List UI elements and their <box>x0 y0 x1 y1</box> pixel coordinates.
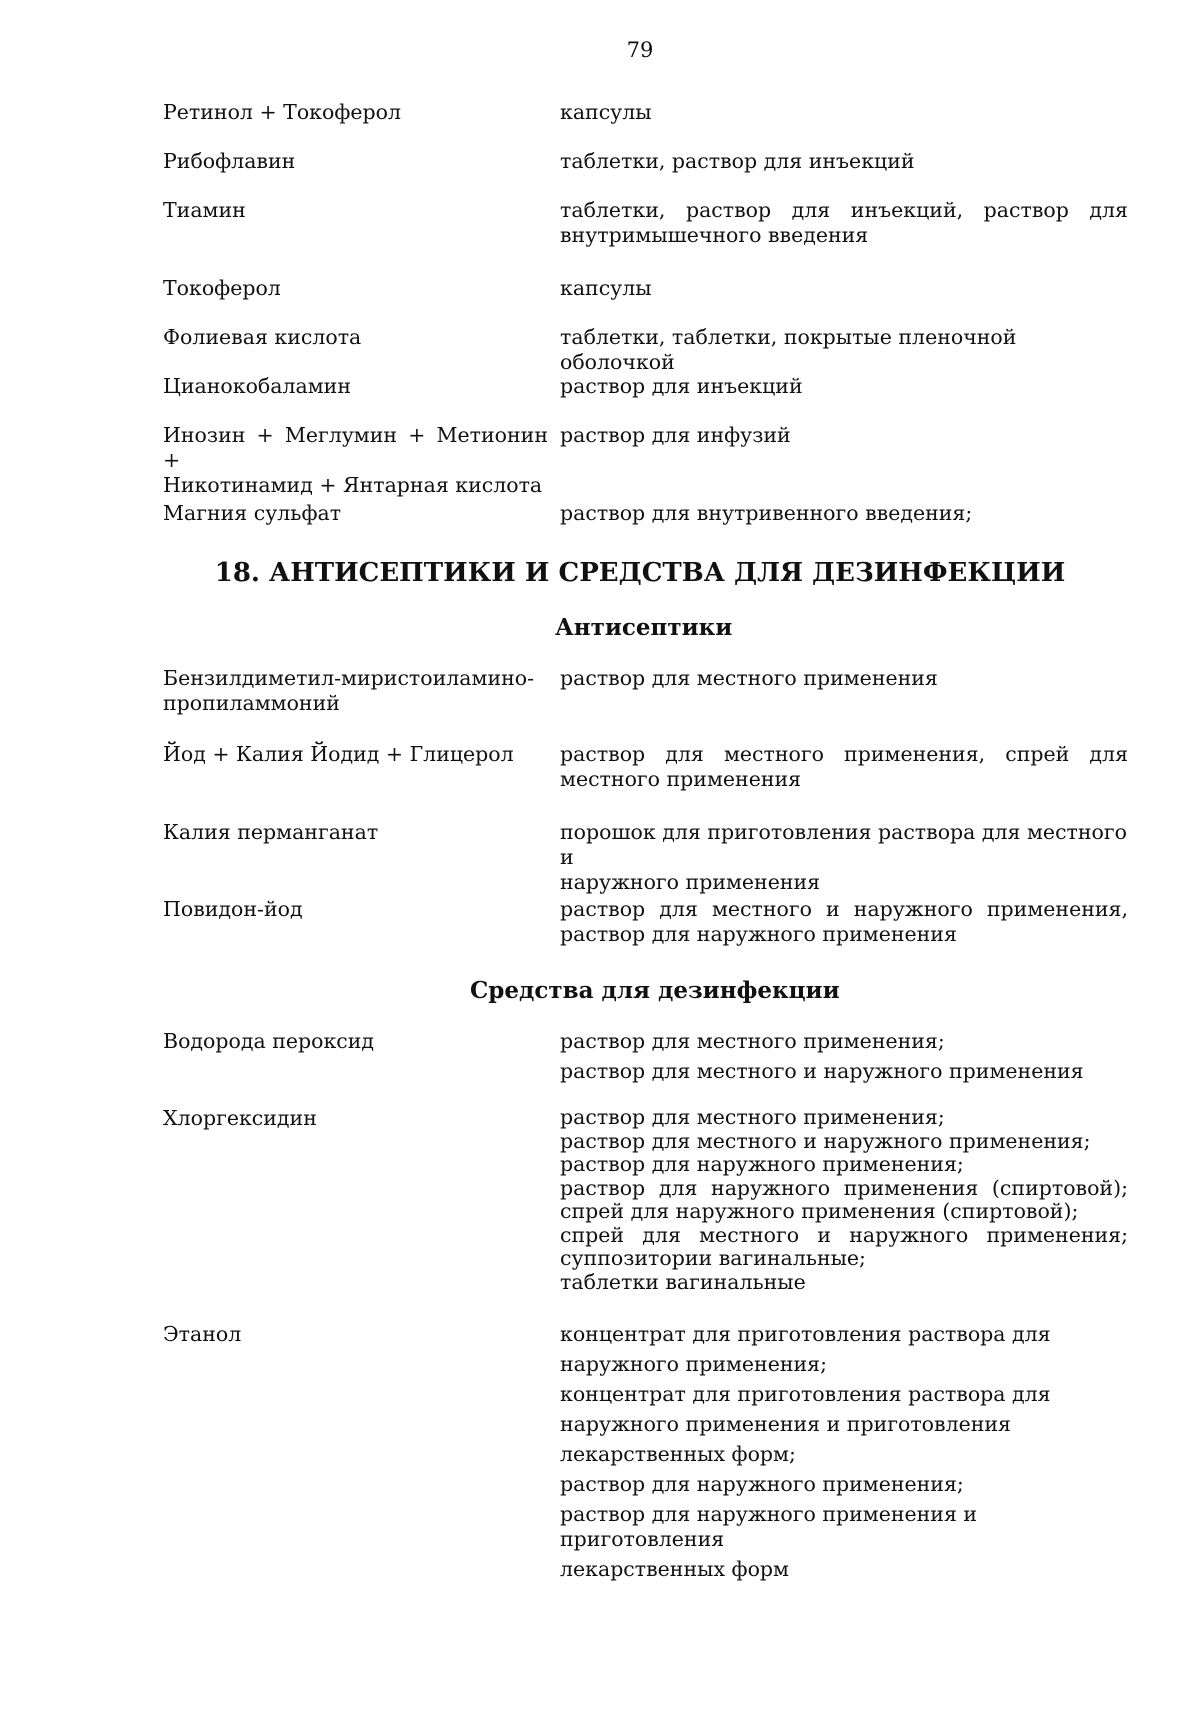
dosage-form: капсулы <box>560 276 652 300</box>
dosage-form <box>560 897 1128 947</box>
drug-name: Рибофлавин <box>163 149 296 173</box>
dosage-form-line: раствор для наружного применения (спиртовой); <box>560 1175 1128 1200</box>
dosage-form-line: порошок для приготовления раствора для местного и <box>560 820 1127 869</box>
dosage-form-line: лекарственных форм; <box>560 1442 796 1466</box>
dosage-form: таблетки, раствор для инъекций <box>560 149 915 173</box>
dosage-form-line: спрей для местного и наружного применения; <box>560 1222 1128 1247</box>
dosage-form <box>560 1322 1128 1587</box>
dosage-form-line: таблетки, раствор для инъекций, раствор для <box>560 198 1128 222</box>
dosage-form-line: раствор для местного применения, спрей для <box>560 742 1128 766</box>
dosage-form <box>560 1106 1128 1294</box>
dosage-form <box>560 198 1128 248</box>
dosage-form-line: внутримышечного введения <box>560 223 869 247</box>
dosage-form-line: раствор для местного и наружного применения, <box>560 897 1128 921</box>
section-heading: 18. АНТИСЕПТИКИ И СРЕДСТВА ДЛЯ ДЕЗИНФЕКЦИИ <box>214 558 1066 588</box>
drug-name: Магния сульфат <box>163 501 342 525</box>
dosage-form: раствор для местного применения <box>560 666 938 690</box>
dosage-form-line: раствор для наружного применения <box>560 922 957 946</box>
dosage-form-line: раствор для местного и наружного применения <box>560 1059 1084 1083</box>
dosage-form <box>560 820 1128 895</box>
dosage-form <box>560 1029 1128 1089</box>
dosage-form-line: лекарственных форм <box>560 1557 789 1581</box>
dosage-form: раствор для инфузий <box>560 423 791 447</box>
dosage-form-line: раствор для наружного применения; <box>560 1152 964 1176</box>
dosage-form: таблетки, таблетки, покрытые пленочной оболочкой <box>560 325 1017 374</box>
dosage-form-line: раствор для местного применения; <box>560 1029 945 1053</box>
drug-name-line: пропиламмоний <box>163 691 340 715</box>
dosage-form-line: раствор для местного и наружного применения; <box>560 1128 1091 1153</box>
dosage-form-line: суппозитории вагинальные; <box>560 1246 866 1270</box>
drug-name: Цианокобаламин <box>163 374 352 398</box>
dosage-form-line: местного применения <box>560 767 802 791</box>
dosage-form-line: наружного применения; <box>560 1352 828 1376</box>
dosage-form-line: раствор для наружного применения и приготовления <box>560 1502 978 1551</box>
subheading-disinfection: Средства для дезинфекции <box>470 977 840 1004</box>
subheading-antiseptics: Антисептики <box>555 614 733 641</box>
dosage-form: раствор для инъекций <box>560 374 803 398</box>
drug-name <box>163 423 548 498</box>
dosage-form-line: таблетки вагинальные <box>560 1269 806 1294</box>
drug-name-line: Бензилдиметил-миристоиламино- <box>163 666 535 690</box>
dosage-form-line: раствор для местного применения; <box>560 1105 945 1129</box>
drug-name-line: Инозин + Меглумин + Метионин + <box>163 423 548 472</box>
drug-name: Фолиевая кислота <box>163 325 362 349</box>
dosage-form-line: концентрат для приготовления раствора для <box>560 1322 1051 1346</box>
drug-name: Йод + Калия Йодид + Глицерол <box>163 742 514 766</box>
dosage-form-line: раствор для наружного применения; <box>560 1472 964 1496</box>
drug-name: Ретинол + Токоферол <box>163 100 402 124</box>
drug-name-line: Никотинамид + Янтарная кислота <box>163 473 543 497</box>
dosage-form: раствор для внутривенного введения; <box>560 501 973 525</box>
dosage-form: капсулы <box>560 100 652 124</box>
drug-name: Этанол <box>163 1322 242 1346</box>
drug-name <box>163 666 548 716</box>
dosage-form-line: спрей для наружного применения (спиртовой); <box>560 1199 1079 1223</box>
drug-name: Тиамин <box>163 198 246 222</box>
drug-name: Водорода пероксид <box>163 1029 375 1053</box>
dosage-form-line: наружного применения <box>560 870 821 894</box>
drug-name: Повидон-йод <box>163 897 303 921</box>
drug-name: Хлоргексидин <box>163 1106 317 1130</box>
drug-name: Калия перманганат <box>163 820 379 844</box>
drug-name: Токоферол <box>163 276 281 300</box>
dosage-form <box>560 742 1128 792</box>
dosage-form-line: концентрат для приготовления раствора для <box>560 1382 1051 1406</box>
dosage-form-line: наружного применения и приготовления <box>560 1412 1011 1436</box>
page-number: 79 <box>626 38 654 62</box>
